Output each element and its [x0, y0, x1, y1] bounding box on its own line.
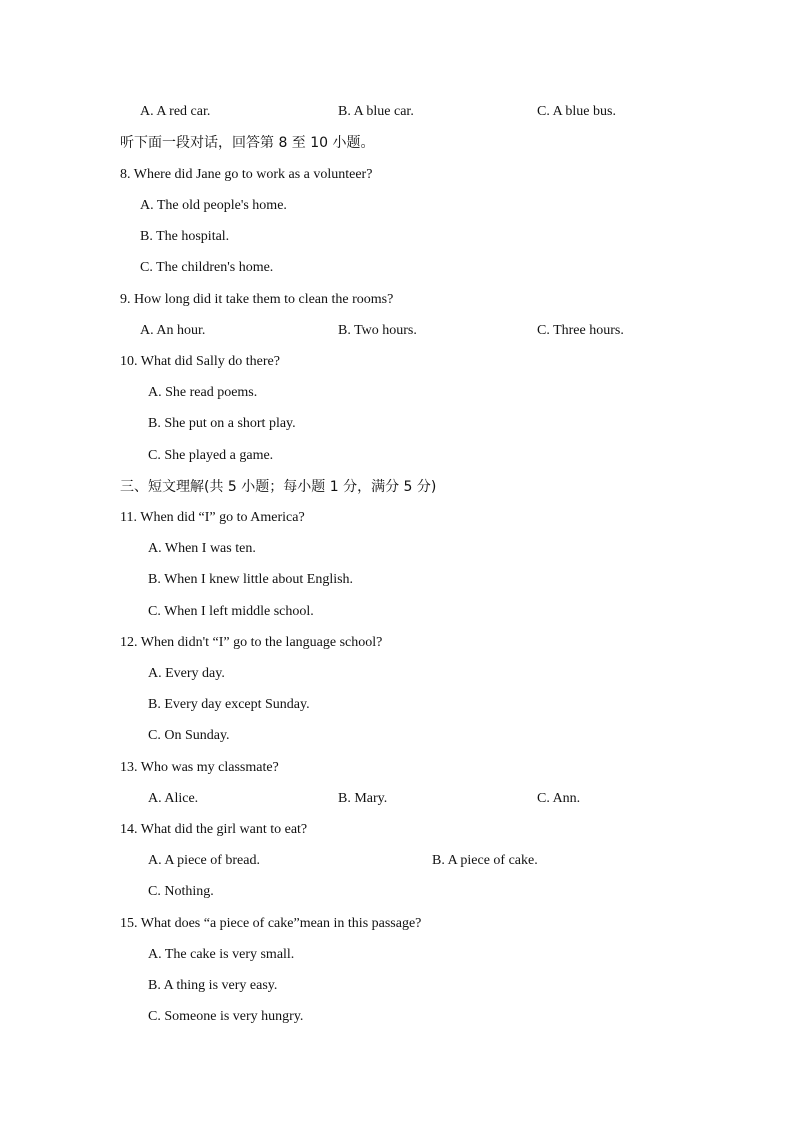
q7-option-c: C. A blue bus.: [537, 104, 616, 119]
q11-option-a: A. When I was ten.: [148, 541, 256, 556]
q13-option-c: C. Ann.: [537, 791, 581, 806]
question-8: 8. Where did Jane go to work as a volunteer?: [120, 167, 373, 182]
q10-option-b: B. She put on a short play.: [148, 416, 296, 431]
q7-option-a: A. A red car.: [140, 104, 211, 119]
q14-option-c: C. Nothing.: [148, 884, 214, 899]
reading-section-heading: 三、短文理解(共 5 小题；每小题 1 分，满分 5 分): [120, 479, 437, 495]
dialogue-instruction: 听下面一段对话，回答第 8 至 10 小题。: [120, 135, 375, 151]
q15-option-a: A. The cake is very small.: [148, 947, 295, 962]
q12-option-b: B. Every day except Sunday.: [148, 697, 310, 712]
q12-option-c: C. On Sunday.: [148, 728, 230, 743]
q8-option-b: B. The hospital.: [140, 229, 230, 244]
q12-option-a: A. Every day.: [148, 666, 225, 681]
q10-option-c: C. She played a game.: [148, 448, 274, 463]
q9-option-b: B. Two hours.: [338, 323, 417, 338]
question-12: 12. When didn't “I” go to the language school?: [120, 635, 383, 650]
q11-option-c: C. When I left middle school.: [148, 604, 314, 619]
question-15: 15. What does “a piece of cake”mean in this passage?: [120, 916, 422, 931]
question-11: 11. When did “I” go to America?: [120, 510, 305, 525]
q10-option-a: A. She read poems.: [148, 385, 258, 400]
q15-option-c: C. Someone is very hungry.: [148, 1009, 304, 1024]
q7-option-b: B. A blue car.: [338, 104, 414, 119]
q13-option-b: B. Mary.: [338, 791, 388, 806]
question-13: 13. Who was my classmate?: [120, 760, 279, 775]
q11-option-b: B. When I knew little about English.: [148, 572, 354, 587]
q15-option-b: B. A thing is very easy.: [148, 978, 278, 993]
q14-option-a: A. A piece of bread.: [148, 853, 260, 868]
question-14: 14. What did the girl want to eat?: [120, 822, 308, 837]
q9-option-c: C. Three hours.: [537, 323, 624, 338]
question-9: 9. How long did it take them to clean the rooms?: [120, 292, 394, 307]
q8-option-a: A. The old people's home.: [140, 198, 287, 213]
question-10: 10. What did Sally do there?: [120, 354, 280, 369]
q8-option-c: C. The children's home.: [140, 260, 274, 275]
q14-option-b: B. A piece of cake.: [432, 853, 538, 868]
q13-option-a: A. Alice.: [148, 791, 199, 806]
q9-option-a: A. An hour.: [140, 323, 206, 338]
